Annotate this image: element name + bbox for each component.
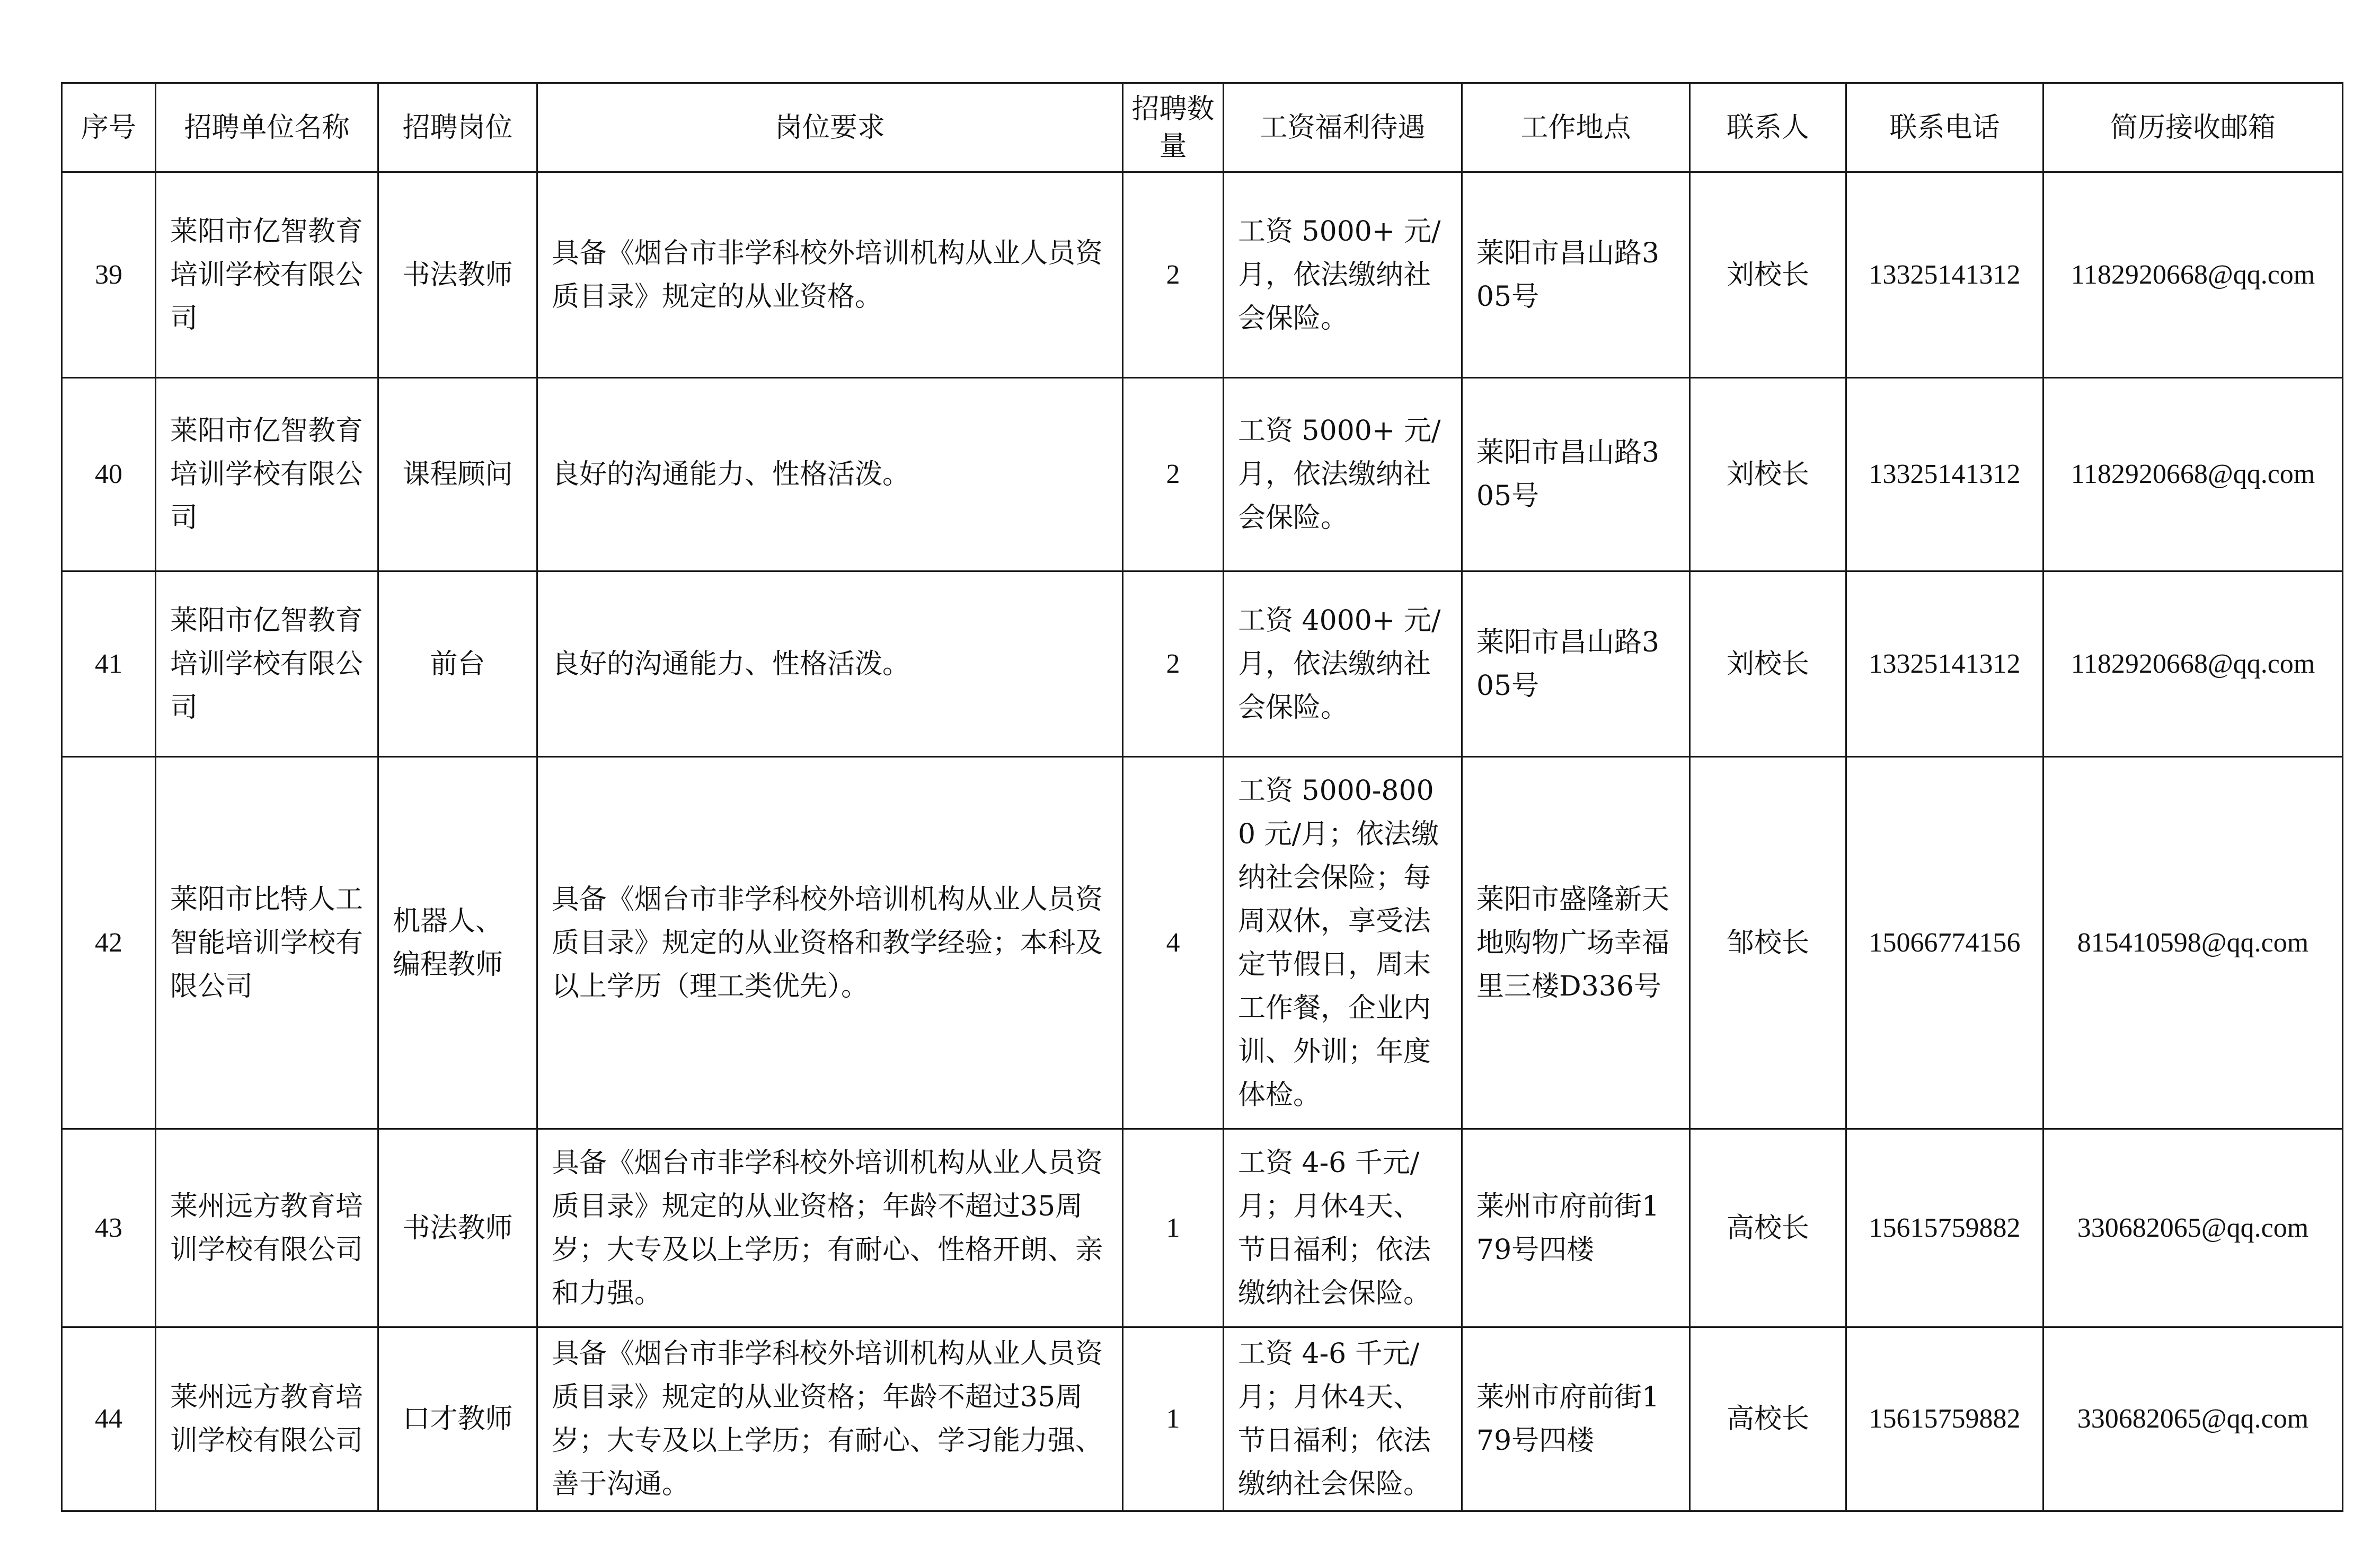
cell-location: 莱阳市昌山路305号 xyxy=(1462,571,1690,757)
table-row xyxy=(62,1129,2343,1327)
cell-location: 莱阳市昌山路305号 xyxy=(1462,172,1690,378)
cell-email: 1182920668@qq.com xyxy=(2043,571,2343,757)
cell-position: 书法教师 xyxy=(378,172,537,378)
cell-count: 4 xyxy=(1123,757,1224,1129)
header-location: 工作地点 xyxy=(1462,83,1690,172)
table-row xyxy=(62,378,2343,571)
cell-count: 2 xyxy=(1123,172,1224,378)
cell-requirements: 具备《烟台市非学科校外培训机构从业人员资质目录》规定的从业资格和教学经验；本科及以上学历（理工类优先）。 xyxy=(537,757,1123,1129)
cell-position: 课程顾问 xyxy=(378,378,537,571)
cell-unit: 莱阳市亿智教育培训学校有限公司 xyxy=(156,172,378,378)
cell-email: 330682065@qq.com xyxy=(2043,1327,2343,1511)
cell-position: 前台 xyxy=(378,571,537,757)
header-position: 招聘岗位 xyxy=(378,83,537,172)
cell-unit: 莱阳市亿智教育培训学校有限公司 xyxy=(156,571,378,757)
cell-requirements: 良好的沟通能力、性格活泼。 xyxy=(537,378,1123,571)
cell-contact: 高校长 xyxy=(1690,1129,1846,1327)
cell-seq: 39 xyxy=(62,172,156,378)
cell-requirements: 具备《烟台市非学科校外培训机构从业人员资质目录》规定的从业资格；年龄不超过35周岁；大专及以上学历；有耐心、学习能力强、善于沟通。 xyxy=(537,1327,1123,1511)
header-contact: 联系人 xyxy=(1690,83,1846,172)
cell-requirements: 良好的沟通能力、性格活泼。 xyxy=(537,571,1123,757)
cell-salary: 工资 5000+ 元/月，依法缴纳社会保险。 xyxy=(1224,378,1462,571)
table-row xyxy=(62,571,2343,757)
cell-phone: 13325141312 xyxy=(1846,378,2043,571)
cell-count: 1 xyxy=(1123,1327,1224,1511)
cell-count: 2 xyxy=(1123,378,1224,571)
cell-position: 书法教师 xyxy=(378,1129,537,1327)
cell-phone: 15066774156 xyxy=(1846,757,2043,1129)
cell-contact: 刘校长 xyxy=(1690,571,1846,757)
cell-email: 1182920668@qq.com xyxy=(2043,378,2343,571)
table-header-row xyxy=(62,83,2343,172)
cell-phone: 15615759882 xyxy=(1846,1129,2043,1327)
cell-phone: 13325141312 xyxy=(1846,571,2043,757)
cell-unit: 莱州远方教育培训学校有限公司 xyxy=(156,1327,378,1511)
cell-requirements: 具备《烟台市非学科校外培训机构从业人员资质目录》规定的从业资格。 xyxy=(537,172,1123,378)
header-email: 简历接收邮箱 xyxy=(2043,83,2343,172)
cell-phone: 13325141312 xyxy=(1846,172,2043,378)
cell-seq: 44 xyxy=(62,1327,156,1511)
cell-salary: 工资 5000-8000 元/月；依法缴纳社会保险；每周双休，享受法定节假日，周末工作餐，企业内训、外训；年度体检。 xyxy=(1224,757,1462,1129)
header-salary: 工资福利待遇 xyxy=(1224,83,1462,172)
cell-count: 2 xyxy=(1123,571,1224,757)
table-row xyxy=(62,1327,2343,1511)
cell-seq: 43 xyxy=(62,1129,156,1327)
cell-location: 莱州市府前街179号四楼 xyxy=(1462,1129,1690,1327)
cell-phone: 15615759882 xyxy=(1846,1327,2043,1511)
cell-salary: 工资 4-6 千元/月；月休4天、节日福利；依法缴纳社会保险。 xyxy=(1224,1327,1462,1511)
cell-location: 莱州市府前街179号四楼 xyxy=(1462,1327,1690,1511)
cell-email: 330682065@qq.com xyxy=(2043,1129,2343,1327)
header-requirements: 岗位要求 xyxy=(537,83,1123,172)
cell-salary: 工资 4-6 千元/月；月休4天、节日福利；依法缴纳社会保险。 xyxy=(1224,1129,1462,1327)
cell-contact: 刘校长 xyxy=(1690,378,1846,571)
cell-email: 1182920668@qq.com xyxy=(2043,172,2343,378)
cell-contact: 高校长 xyxy=(1690,1327,1846,1511)
table-row xyxy=(62,757,2343,1129)
header-phone: 联系电话 xyxy=(1846,83,2043,172)
header-count: 招聘数量 xyxy=(1123,83,1224,172)
header-unit: 招聘单位名称 xyxy=(156,83,378,172)
recruitment-table xyxy=(61,82,2343,1512)
cell-location: 莱阳市盛隆新天地购物广场幸福里三楼D336号 xyxy=(1462,757,1690,1129)
cell-unit: 莱州远方教育培训学校有限公司 xyxy=(156,1129,378,1327)
cell-contact: 邹校长 xyxy=(1690,757,1846,1129)
cell-contact: 刘校长 xyxy=(1690,172,1846,378)
cell-unit: 莱阳市亿智教育培训学校有限公司 xyxy=(156,378,378,571)
cell-salary: 工资 5000+ 元/月，依法缴纳社会保险。 xyxy=(1224,172,1462,378)
cell-seq: 42 xyxy=(62,757,156,1129)
cell-seq: 41 xyxy=(62,571,156,757)
header-seq: 序号 xyxy=(62,83,156,172)
cell-position: 机器人、编程教师 xyxy=(378,757,537,1129)
cell-unit: 莱阳市比特人工智能培训学校有限公司 xyxy=(156,757,378,1129)
cell-count: 1 xyxy=(1123,1129,1224,1327)
cell-position: 口才教师 xyxy=(378,1327,537,1511)
table-row xyxy=(62,172,2343,378)
cell-salary: 工资 4000+ 元/月，依法缴纳社会保险。 xyxy=(1224,571,1462,757)
cell-requirements: 具备《烟台市非学科校外培训机构从业人员资质目录》规定的从业资格；年龄不超过35周岁；大专及以上学历；有耐心、性格开朗、亲和力强。 xyxy=(537,1129,1123,1327)
cell-email: 815410598@qq.com xyxy=(2043,757,2343,1129)
cell-seq: 40 xyxy=(62,378,156,571)
cell-location: 莱阳市昌山路305号 xyxy=(1462,378,1690,571)
